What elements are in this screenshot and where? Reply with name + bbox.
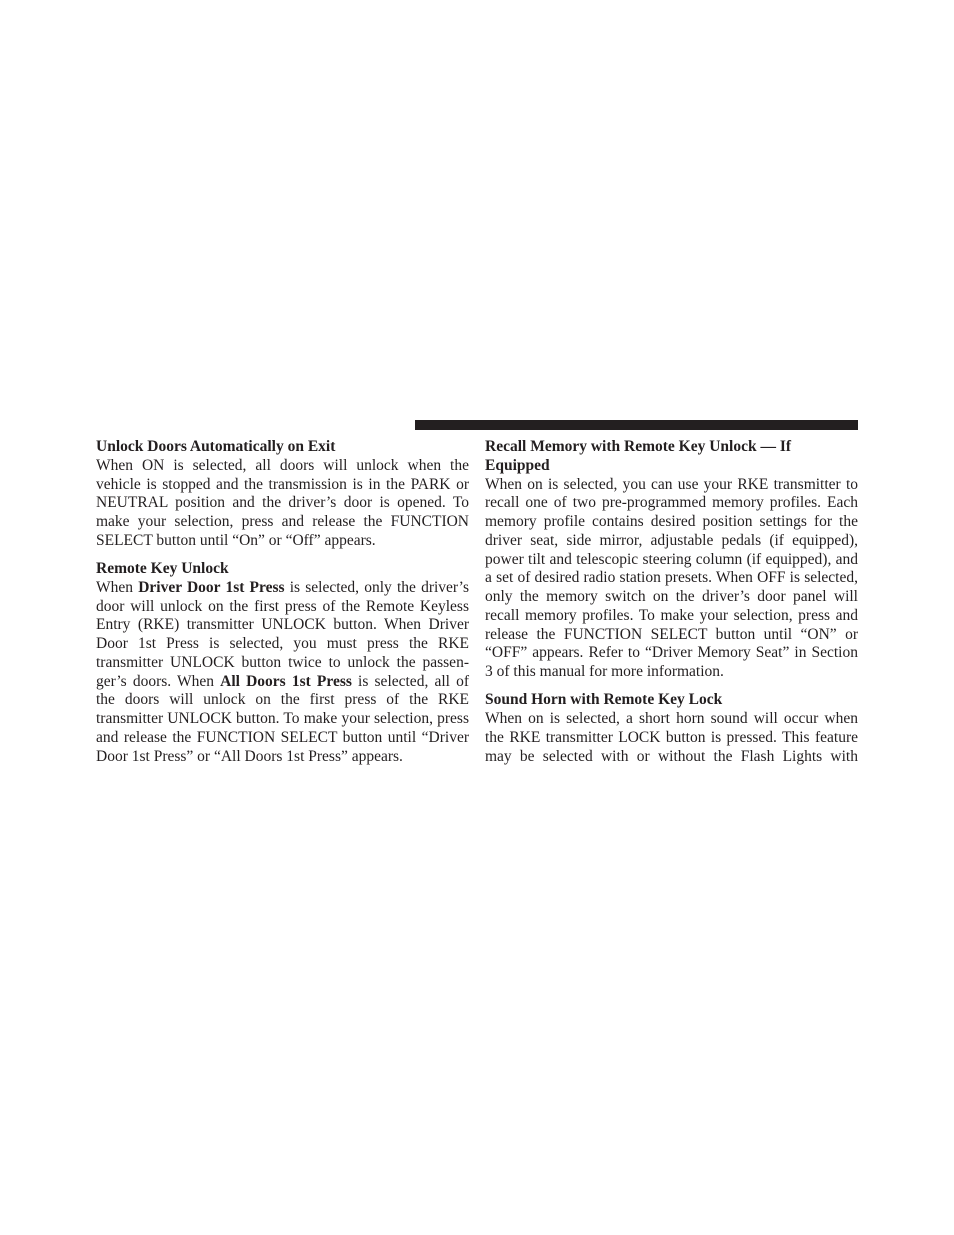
header-rule: [415, 420, 858, 430]
body-text: is selected, all of the doors will unlock on the first press of the RKE transmitter UNLOCK button. To make your selection, press and release the FUNCTION SELECT button until “Driver Door 1st Press” or “All Doors 1st Press” appears.: [96, 672, 469, 765]
section-body: [485, 710, 858, 766]
section-remote-key-unlock: [96, 560, 469, 766]
body-text: When on is selected, a short horn sound will occur when the RKE transmitter LOCK button is pressed. This feature may be selected with or without the Flash Lights with: [485, 710, 858, 765]
section-heading: Remote Key Unlock: [96, 560, 229, 577]
body-text: When ON is selected, all doors will unlock when the vehicle is stopped and the transmission is in the PARK or NEUTRAL position and the driver’s door is opened. To make your selection, press and release the FUNCTION SELECT button until “On” or “Off” appears.: [96, 456, 469, 549]
body-text: is selected, only the driver’s door will unlock on the first press of the Remote Keyless Entry (RKE) transmitter UNLOCK button. When Driver Door 1st Press is selected, you must press the RKE transmitter UNLOCK button twice to unlock the passenger’s doors. When: [96, 578, 469, 690]
body-text: When on is selected, you can use your RKE transmitter to recall one of two pre-programmed memory profiles. Each memory profile contains desired position settings for the driver seat, side mirror, adjustable pedals (if equipped), power tilt and telescopic steering column (if equipped), and a set of desired radio station presets. When OFF is selected, only the memory switch on the driver’s door panel will recall memory profiles. To make your selection, press and release the FUNCTION SELECT button until “ON” or “OFF” appears. Refer to “Driver Memory Seat” in Section 3 of this manual for more information.: [485, 475, 858, 680]
section-heading: Recall Memory with Remote Key Unlock — If Equipped: [485, 438, 792, 474]
body-text: When: [96, 578, 139, 596]
section-recall-memory: [485, 438, 858, 682]
section-sound-horn: [485, 691, 858, 766]
option-name-bold: Driver Door 1st Press: [138, 578, 285, 596]
section-body: [96, 457, 469, 551]
section-body: [485, 476, 858, 682]
section-heading: Sound Horn with Remote Key Lock: [485, 691, 723, 709]
section-body: [96, 579, 469, 767]
option-name-bold: All Doors 1st Press: [220, 672, 352, 690]
section-heading: Unlock Doors Automatically on Exit: [96, 438, 336, 455]
section-unlock-doors-automatically: [96, 438, 469, 551]
left-column: [96, 438, 469, 776]
right-column: [485, 438, 858, 776]
